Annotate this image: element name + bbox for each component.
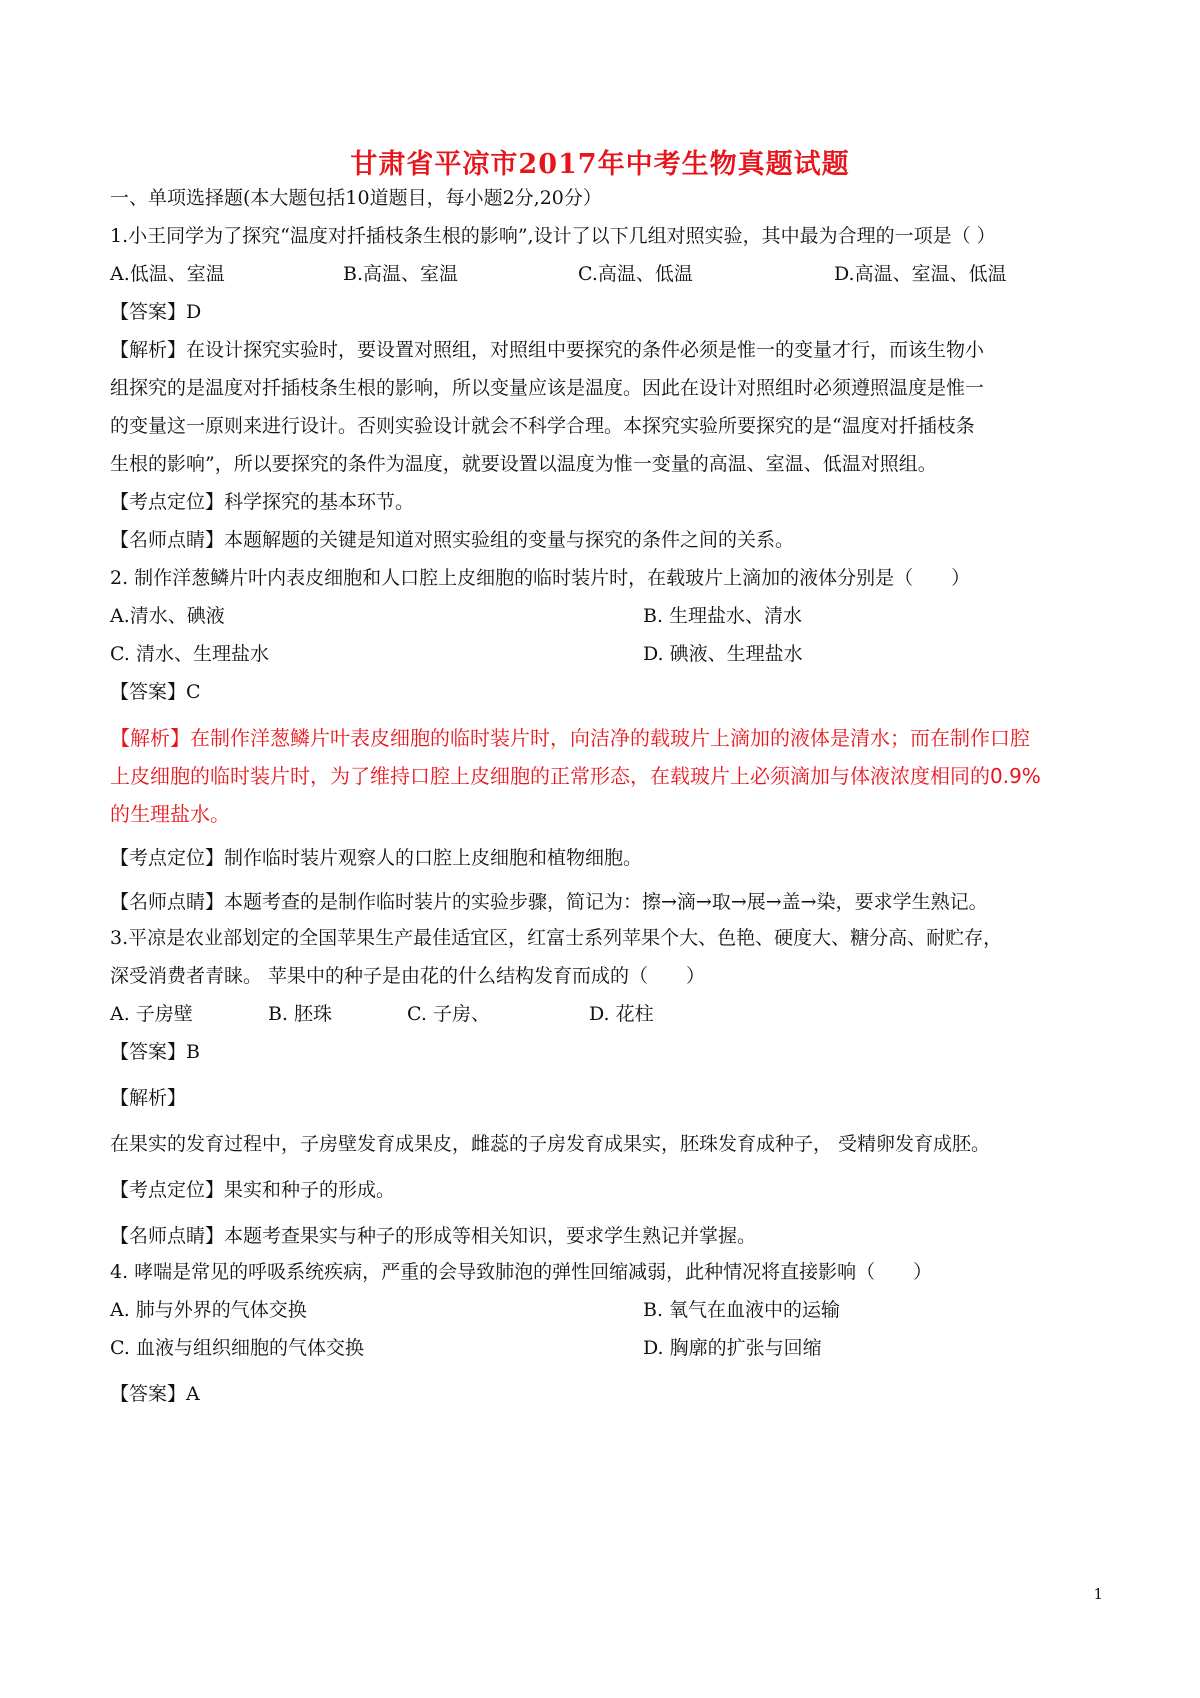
q1-option-c: C.高温、低温 (578, 263, 693, 285)
q2-analysis-line: 的生理盐水。 (110, 802, 230, 826)
q1-analysis-line: 生根的影响”，所以要探究的条件为温度，就要设置以温度为惟一变量的高温、室温、低温对照组。 (110, 453, 937, 475)
q2-kaodian: 【考点定位】制作临时装片观察人的口腔上皮细胞和植物细胞。 (110, 847, 643, 869)
q1-answer: 【答案】D (110, 301, 202, 323)
q3-question-line: 深受消费者青睐。 苹果中的种子是由花的什么结构发育而成的（ ） (110, 965, 706, 987)
q2-option-a: A.清水、碘液 (110, 605, 225, 627)
q2-option-c: C. 清水、生理盐水 (110, 643, 269, 665)
q1-kaodian: 【考点定位】科学探究的基本环节。 (110, 491, 415, 513)
q4-option-d: D. 胸廓的扩张与回缩 (643, 1337, 822, 1359)
q3-option-b: B. 胚珠 (268, 1003, 333, 1025)
q3-kaodian: 【考点定位】果实和种子的形成。 (110, 1179, 396, 1201)
q4-option-a: A. 肺与外界的气体交换 (110, 1299, 307, 1321)
q2-analysis-line: 【解析】在制作洋葱鳞片叶表皮细胞的临时装片时，向洁净的载玻片上滴加的液体是清水；而在制作口腔 (110, 726, 1030, 750)
q2-mingshi: 【名师点睛】本题考查的是制作临时装片的实验步骤，简记为：擦→滴→取→展→盖→染，要求学生熟记。 (110, 891, 988, 913)
q3-analysis-label: 【解析】 (110, 1087, 187, 1109)
q4-option-b: B. 氧气在血液中的运输 (643, 1299, 841, 1321)
section-header: 一、单项选择题(本大题包括10道题目，每小题2分,20分） (110, 187, 602, 209)
q1-analysis-line: 组探究的是温度对扦插枝条生根的影响，所以变量应该是温度。因此在设计对照组时必须遵照温度是惟一 (110, 377, 985, 399)
q2-analysis-line: 上皮细胞的临时装片时，为了维持口腔上皮细胞的正常形态，在载玻片上必须滴加与体液浓度相同的0.9% (110, 764, 1041, 788)
q4-option-c: C. 血液与组织细胞的气体交换 (110, 1337, 364, 1359)
page-number: 1 (1093, 1585, 1103, 1603)
q3-option-c: C. 子房、 (407, 1003, 490, 1025)
q3-analysis-text: 在果实的发育过程中，子房壁发育成果皮，雌蕊的子房发育成果实，胚珠发育成种子， 受精卵发育成胚。 (110, 1133, 991, 1155)
q3-question-line: 3.平凉是农业部划定的全国苹果生产最佳适宜区，红富士系列苹果个大、色艳、硬度大、糖分高、耐贮存， (110, 927, 1003, 949)
page-title: 甘肃省平凉市2017年中考生物真题试题 (350, 149, 850, 180)
q1-option-b: B.高温、室温 (343, 263, 459, 285)
q2-question: 2. 制作洋葱鳞片叶内表皮细胞和人口腔上皮细胞的临时装片时，在载玻片上滴加的液体分别是（ ） (110, 567, 971, 589)
q1-option-d: D.高温、室温、低温 (834, 263, 1007, 285)
q1-analysis-line: 【解析】在设计探究实验时，要设置对照组，对照组中要探究的条件必须是惟一的变量才行，而该生物小 (110, 339, 985, 361)
q2-option-b: B. 生理盐水、清水 (643, 605, 803, 627)
q4-answer: 【答案】A (110, 1383, 200, 1405)
q1-mingshi: 【名师点睛】本题解题的关键是知道对照实验组的变量与探究的条件之间的关系。 (110, 529, 795, 551)
q1-question: 1.小王同学为了探究“温度对扦插枝条生根的影响”,设计了以下几组对照实验，其中最为合理的一项是（ ） (110, 225, 996, 247)
q2-option-d: D. 碘液、生理盐水 (643, 643, 803, 665)
q3-mingshi: 【名师点睛】本题考查果实与种子的形成等相关知识，要求学生熟记并掌握。 (110, 1225, 757, 1247)
q1-analysis-line: 的变量这一原则来进行设计。否则实验设计就会不科学合理。本探究实验所要探究的是“温度对扦插枝条 (110, 415, 975, 437)
q3-answer: 【答案】B (110, 1041, 200, 1063)
q3-option-d: D. 花柱 (589, 1003, 654, 1025)
q4-question: 4. 哮喘是常见的呼吸系统疾病，严重的会导致肺泡的弹性回缩减弱，此种情况将直接影响（ ） (110, 1261, 933, 1283)
q1-option-a: A.低温、室温 (110, 263, 225, 285)
q3-option-a: A. 子房壁 (110, 1003, 193, 1025)
q2-answer: 【答案】C (110, 681, 201, 703)
